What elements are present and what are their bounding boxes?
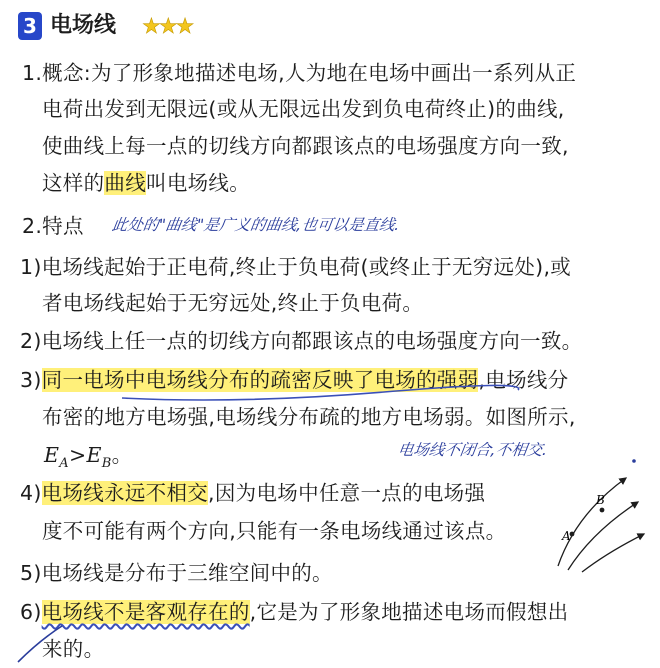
text: 6): [20, 600, 42, 624]
feature-4-line-2: 度不可能有两个方向,只能有一条电场线通过该点。: [42, 519, 507, 543]
feature-5: 5)电场线是分布于三维空间中的。: [20, 561, 333, 585]
highlighted-phrase: 同一电场中电场线分布的疏密反映了电场的强弱: [41, 368, 479, 392]
concept-line-2: 电荷出发到无限远(或从无限远出发到负电荷终止)的曲线,: [42, 97, 565, 121]
label-b: B: [596, 493, 605, 507]
symbol: >: [68, 443, 87, 467]
text: ,因为电场中任意一点的电场强: [208, 481, 486, 505]
symbol: E: [86, 443, 102, 467]
handwritten-note-no-close: 电场线不闭合,不相交.: [396, 441, 549, 459]
point-b: [600, 508, 605, 513]
field-lines-figure: [556, 474, 646, 574]
field-line-2: [568, 502, 638, 570]
pen-stroke-mark: [18, 626, 62, 662]
handwritten-dot: [632, 459, 636, 463]
section-title: 电场线: [50, 13, 117, 38]
section-number-badge: 3: [18, 12, 42, 40]
concept-line-3: 使曲线上每一点的切线方向都跟该点的电场强度方向一致,: [42, 134, 569, 158]
subscript: A: [59, 456, 69, 472]
symbol: E: [44, 443, 60, 467]
features-heading: 2.特点: [22, 214, 84, 238]
wavy-underline-mark: [122, 385, 519, 400]
field-line-1: [558, 478, 626, 566]
label-a: A: [562, 529, 571, 543]
feature-1-line-2: 者电场线起始于无穷远处,终止于负电荷。: [42, 291, 424, 315]
highlighted-term: 曲线: [104, 171, 147, 195]
text: 4): [20, 481, 42, 505]
text: 3): [20, 368, 42, 392]
text: 。: [111, 443, 133, 467]
feature-6-line-2: 来的。: [42, 637, 105, 661]
handwritten-note-curve: 此处的"曲线"是广义的曲线,也可以是直线.: [110, 216, 401, 234]
subscript: B: [101, 456, 112, 472]
text: ,它是为了形象地描述电场而假想出: [249, 600, 569, 624]
text: 这样的: [42, 171, 105, 195]
text: ,电场线分: [478, 368, 569, 392]
feature-1-line-1: 1)电场线起始于正电荷,终止于负电荷(或终止于无穷远处),或: [20, 255, 572, 279]
text: 叫电场线。: [146, 171, 251, 195]
difficulty-stars: ★★★: [142, 14, 193, 38]
highlighted-phrase: 电场线不是客观存在的: [41, 600, 250, 624]
highlighted-phrase: 电场线永远不相交: [41, 481, 209, 505]
concept-line-1: 1.概念:为了形象地描述电场,人为地在电场中画出一系列从正: [22, 61, 577, 85]
feature-2: 2)电场线上任一点的切线方向都跟该点的电场强度方向一致。: [20, 329, 583, 353]
feature-3-line-2: 布密的地方电场强,电场线分布疏的地方电场弱。如图所示,: [42, 405, 576, 429]
